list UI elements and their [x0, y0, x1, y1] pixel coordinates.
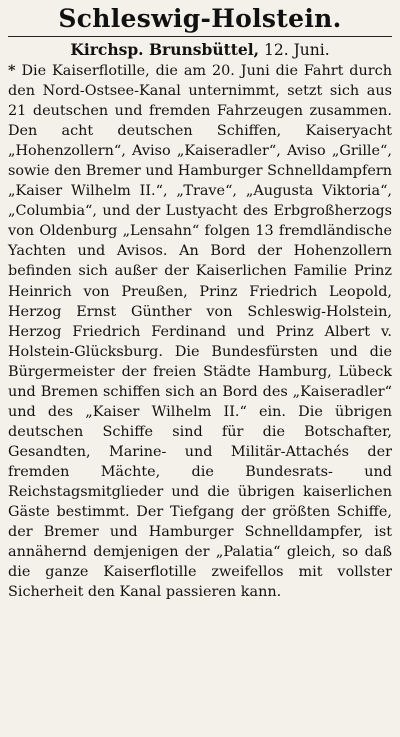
dateline-place: Kirchsp. Brunsbüttel,	[70, 40, 260, 59]
article-marker: *	[8, 62, 16, 79]
heading-rule	[8, 36, 392, 37]
article-body	[8, 61, 392, 602]
section-heading: Schleswig-Holstein.	[58, 4, 342, 33]
dateline	[8, 40, 392, 60]
article-text: Die Kaiserflotille, die am 20. Juni die Fahrt durch den Nord-Ostsee-Kanal unternimmt, setzt sich aus 21 deutschen und fremden Fahrzeugen zusammen. Den acht deutschen Schiffen, Kaiseryacht „Hohenzollern“, Aviso „Kaiseradler“, Aviso „Grille“, sowie den Bremer und Hamburger Schnelldampfern „Kaiser Wilhelm II.“, „Trave“, „Augusta Viktoria“, „Columbia“, und der Lustyacht des Erbgroßherzogs von Oldenburg „Lensahn“ folgen 13 fremdländische Yachten und Avisos. An Bord der Hohenzollern befinden sich außer der Kaiserlichen Familie Prinz Heinrich von Preußen, Prinz Friedrich Leopold, Herzog Ernst Günther von Schleswig-Holstein, Herzog Friedrich Ferdinand und Prinz Albert v. Holstein-Glücksburg. Die Bundesfürsten und die Bürgermeister der freien Städte Hamburg, Lübeck und Bremen schiffen sich an Bord des „Kaiseradler“ und des „Kaiser Wilhelm II.“ ein. Die übrigen deutschen Schiffe sind für die Botschafter, Gesandten, Marine- und Militär-Attachés der fremden Mächte, die Bundesrats- und Reichstagsmitglieder und die übrigen kaiserlichen Gäste bestimmt. Der Tiefgang der größten Schiffe, der Bremer und Hamburger Schnelldampfer, ist annähernd demjenigen der „Palatia“ gleich, so daß die ganze Kaiserflotille zweifellos mit vollster Sicherheit den Kanal passieren kann.	[8, 63, 392, 601]
dateline-date: 12. Juni.	[264, 41, 330, 59]
